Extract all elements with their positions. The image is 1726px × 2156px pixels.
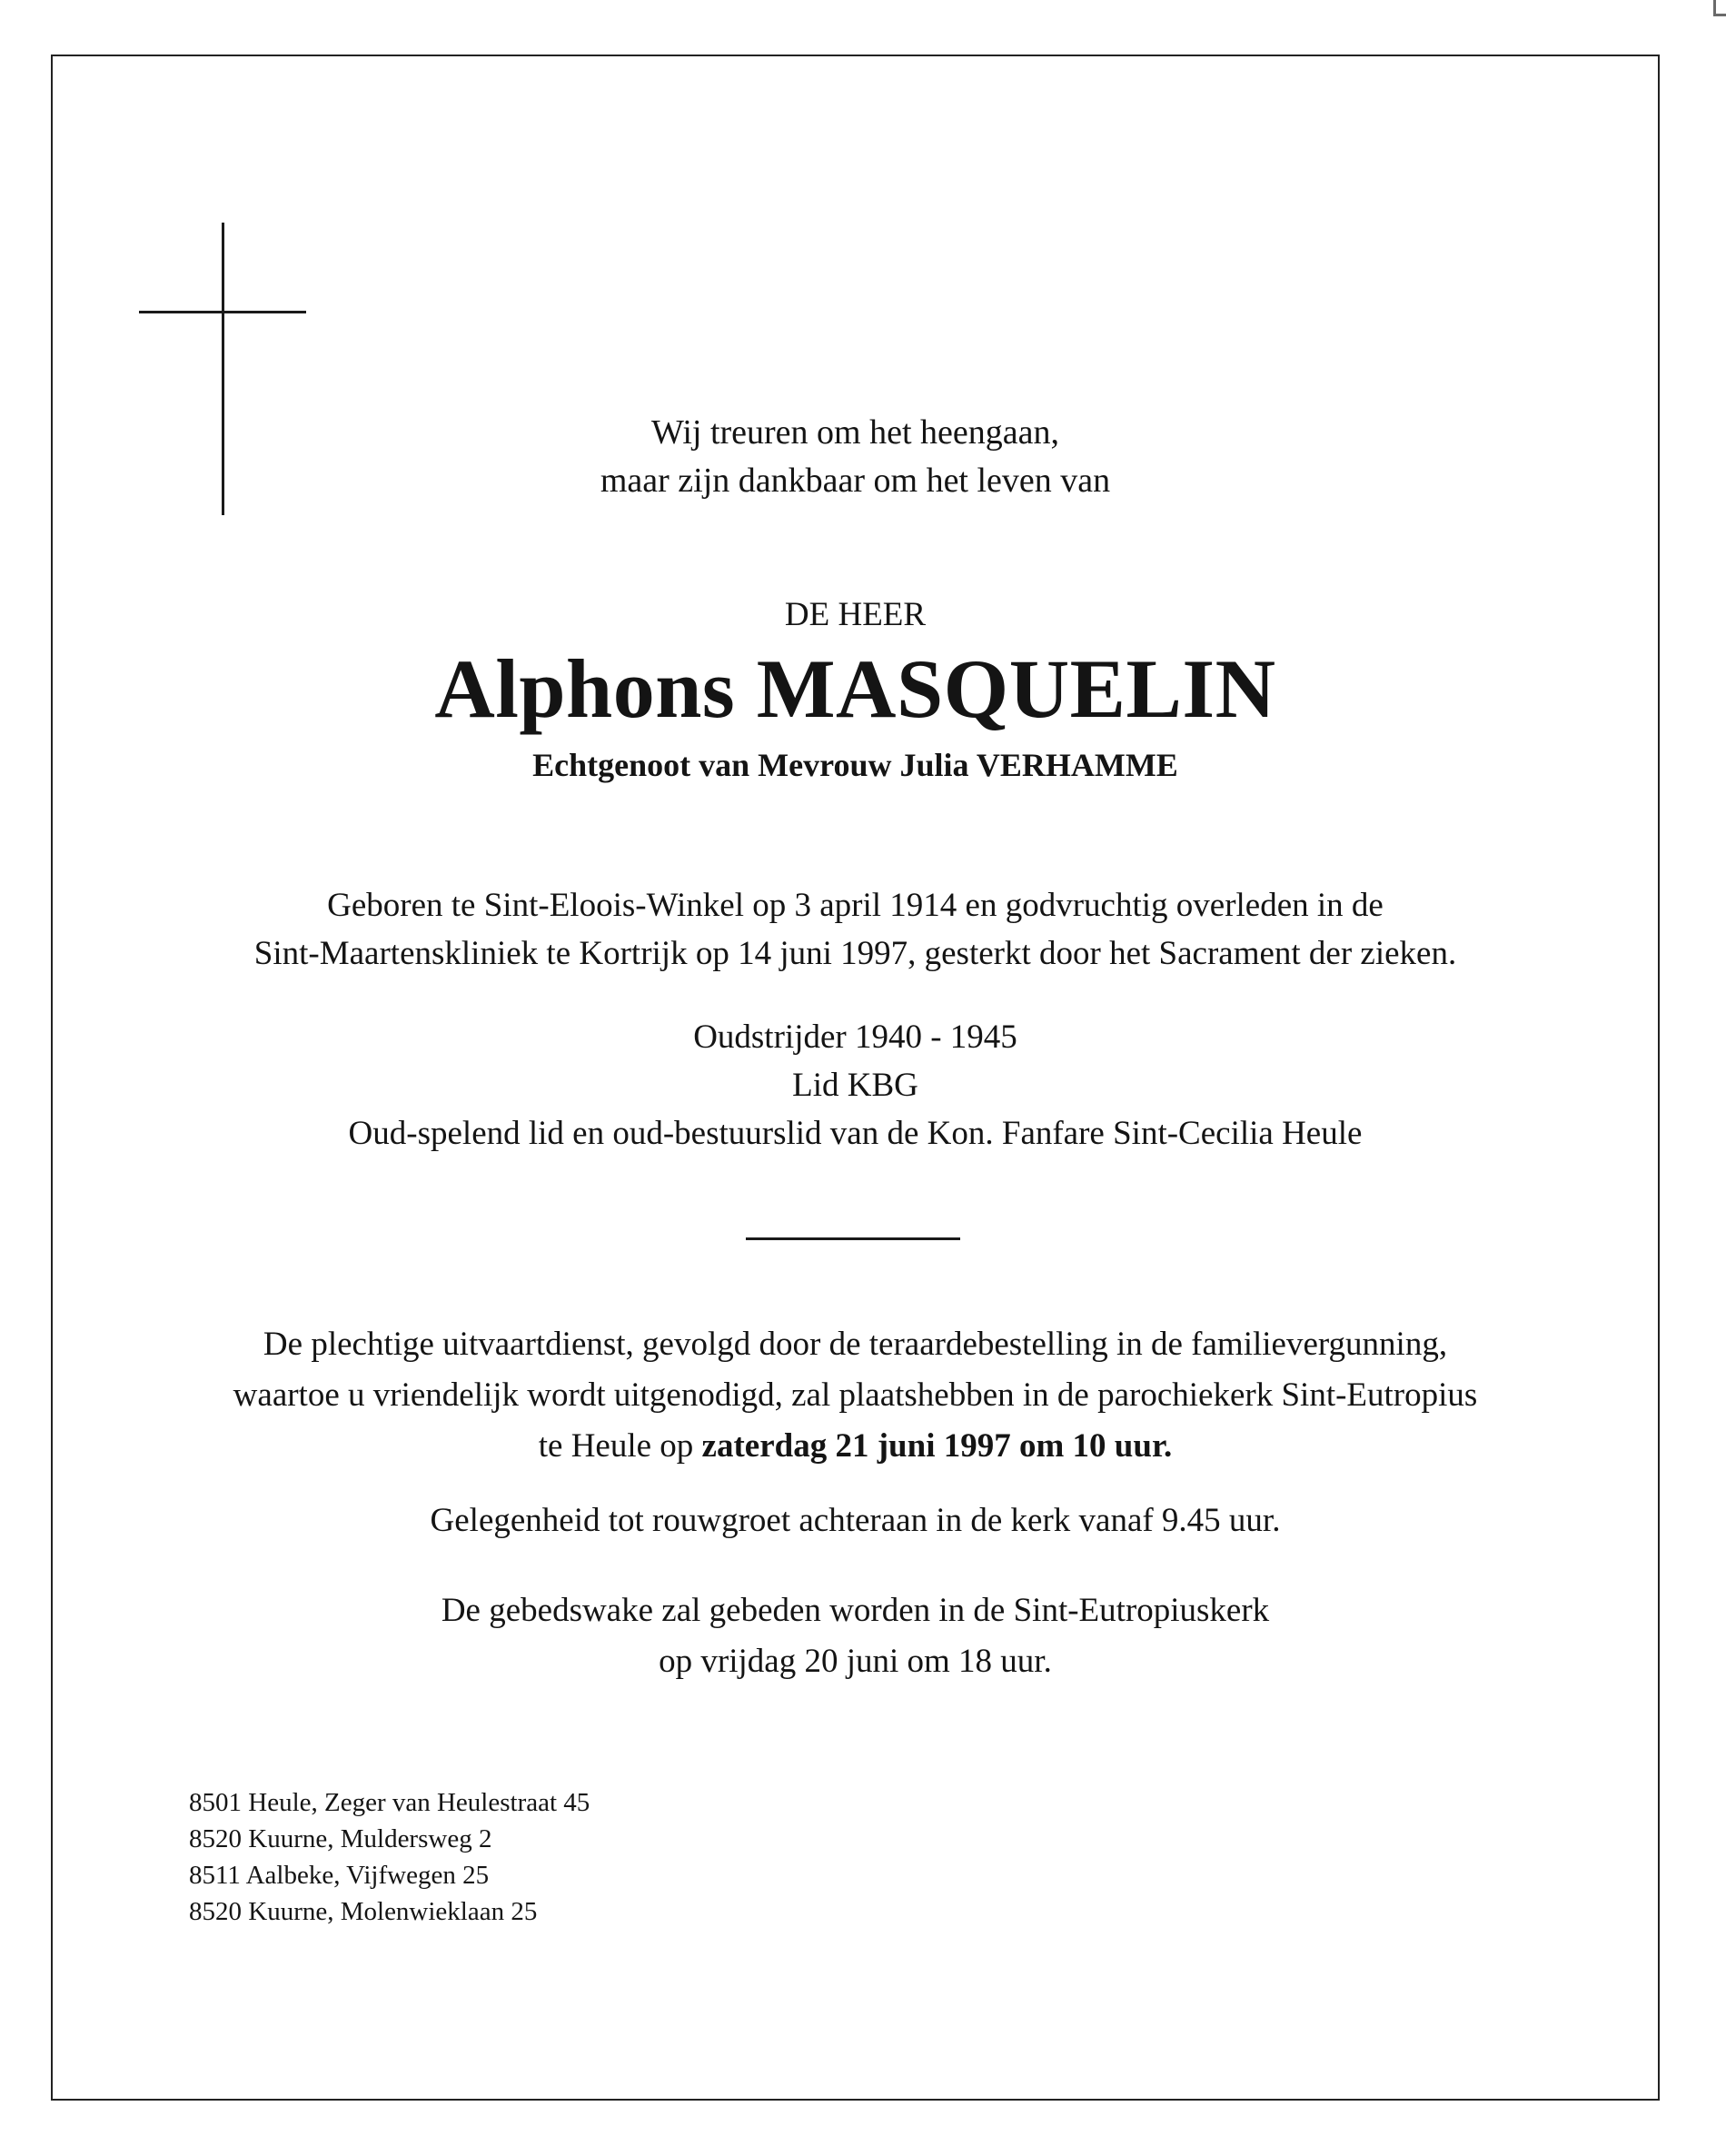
family-addresses: [189, 1784, 590, 1930]
obituary-card: [51, 55, 1660, 2101]
intro-line-1: Wij treuren om het heengaan,: [650, 413, 1059, 452]
intro-text: [53, 409, 1658, 505]
membership-item: Lid KBG: [792, 1067, 918, 1104]
deceased-name: Alphons MASQUELIN: [434, 642, 1276, 735]
wake-line-1: De gebedswake zal gebeden worden in de Sint-Eutropiuskerk: [441, 1592, 1270, 1629]
service-line-2: waartoe u vriendelijk wordt uitgenodigd, zal plaatshebben in de parochiekerk Sint-Eutropius: [233, 1376, 1478, 1414]
prayer-wake-info: [53, 1585, 1658, 1687]
membership-item: Oud-spelend lid en oud-bestuurslid van de Kon. Fanfare Sint-Cecilia Heule: [348, 1115, 1363, 1152]
address-line: 8520 Kuurne, Molenwieklaan 25: [189, 1897, 538, 1926]
wake-line-2: op vrijdag 20 juni om 18 uur.: [659, 1643, 1052, 1680]
address-line: 8520 Kuurne, Muldersweg 2: [189, 1824, 492, 1853]
honorific-title: DE HEER: [784, 596, 927, 633]
address-line: 8511 Aalbeke, Vijfwegen 25: [189, 1861, 490, 1890]
service-line-3: [53, 1421, 1658, 1472]
intro-line-2: maar zijn dankbaar om het leven van: [600, 462, 1111, 500]
funeral-service-info: [53, 1319, 1658, 1472]
condolence-info: Gelegenheid tot rouwgroet achteraan in de kerk vanaf 9.45 uur.: [430, 1502, 1281, 1539]
service-line-1: De plechtige uitvaartdienst, gevolgd door de teraardebestelling in de familievergunning,: [263, 1326, 1448, 1363]
birth-death-details: [53, 881, 1658, 978]
spouse-line: Echtgenoot van Mevrouw Julia VERHAMME: [532, 747, 1178, 783]
cross-icon-horizontal: [139, 311, 306, 313]
birth-death-line-2: Sint-Maartenskliniek te Kortrijk op 14 juni 1997, gesterkt door het Sacrament der zieken.: [253, 935, 1457, 972]
section-divider: [746, 1237, 960, 1240]
membership-item: Oudstrijder 1940 - 1945: [693, 1018, 1017, 1056]
address-line: 8501 Heule, Zeger van Heulestraat 45: [189, 1788, 590, 1817]
memberships: [53, 1013, 1658, 1157]
service-date-time: zaterdag 21 juni 1997 om 10 uur.: [701, 1427, 1173, 1465]
birth-death-line-1: Geboren te Sint-Eloois-Winkel op 3 april 1914 en godvruchtig overleden in de: [327, 887, 1384, 924]
service-line-3-prefix: te Heule op: [538, 1427, 702, 1465]
scan-corner-mark: [1713, 0, 1726, 16]
